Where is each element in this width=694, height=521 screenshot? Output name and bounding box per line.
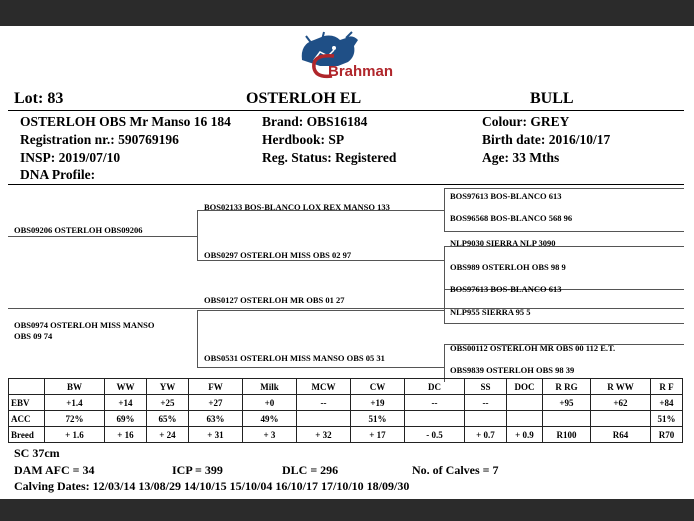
ebv-table bbox=[8, 378, 683, 443]
ebv-cell: 63% bbox=[189, 411, 243, 427]
ebv-cell: -- bbox=[465, 395, 507, 411]
registration-status: Reg. Status: Registered bbox=[262, 150, 397, 165]
ebv-cell: Breed bbox=[9, 427, 45, 443]
ebv-cell: EBV bbox=[9, 395, 45, 411]
brand: Brand: OBS16184 bbox=[262, 114, 368, 129]
registration-number: Registration nr.: 590769196 bbox=[20, 132, 179, 147]
dam-dam-dam: OBS9839 OSTERLOH OBS 98 39 bbox=[450, 365, 575, 375]
ebv-row bbox=[9, 395, 683, 411]
inspection-date: INSP: 2019/07/10 bbox=[20, 150, 121, 165]
ebv-cell: +27 bbox=[189, 395, 243, 411]
ebv-cell: +62 bbox=[591, 395, 651, 411]
pedigree-sheet bbox=[0, 26, 694, 499]
header-divider bbox=[8, 110, 684, 111]
ebv-cell bbox=[465, 411, 507, 427]
dna-profile: DNA Profile: bbox=[20, 167, 96, 182]
ebv-cell: - 0.5 bbox=[405, 427, 465, 443]
ebv-header-cell bbox=[9, 379, 45, 395]
ebv-cell bbox=[297, 411, 351, 427]
ebv-cell: + 1.6 bbox=[45, 427, 105, 443]
ebv-cell: -- bbox=[405, 395, 465, 411]
brahman-logo bbox=[292, 30, 398, 82]
ebv-cell: ACC bbox=[9, 411, 45, 427]
ebv-cell: + 24 bbox=[147, 427, 189, 443]
dam-line-1: OBS0974 OSTERLOH MISS MANSO bbox=[14, 320, 155, 330]
ebv-header-cell: Milk bbox=[243, 379, 297, 395]
info-divider bbox=[8, 184, 684, 185]
ebv-cell: R64 bbox=[591, 427, 651, 443]
number-of-calves: No. of Calves = 7 bbox=[412, 463, 499, 477]
dam-sire-dam: NLP955 SIERRA 95 5 bbox=[450, 307, 531, 317]
sire-dam-dam: OBS989 OSTERLOH OBS 98 9 bbox=[450, 262, 566, 272]
ebv-cell: + 17 bbox=[351, 427, 405, 443]
logo-text: Brahman bbox=[328, 63, 394, 80]
ebv-header-cell: FW bbox=[189, 379, 243, 395]
ebv-cell: 72% bbox=[45, 411, 105, 427]
animal-name: OSTERLOH OBS Mr Manso 16 184 bbox=[20, 114, 231, 129]
ebv-header-cell: YW bbox=[147, 379, 189, 395]
ebv-cell: + 31 bbox=[189, 427, 243, 443]
ebv-cell bbox=[543, 411, 591, 427]
ebv-cell: +84 bbox=[651, 395, 683, 411]
ebv-cell bbox=[507, 411, 543, 427]
ebv-header-cell: MCW bbox=[297, 379, 351, 395]
ebv-cell: +1.4 bbox=[45, 395, 105, 411]
lot-number: Lot: 83 bbox=[14, 90, 64, 107]
sire-dam: OBS0297 OSTERLOH MISS OBS 02 97 bbox=[204, 250, 352, 260]
ebv-cell: 51% bbox=[351, 411, 405, 427]
ebv-header-row bbox=[9, 379, 683, 395]
dam-line-2: OBS 09 74 bbox=[14, 331, 53, 341]
age: Age: 33 Mths bbox=[482, 150, 560, 165]
ebv-row bbox=[9, 411, 683, 427]
ebv-cell: + 16 bbox=[105, 427, 147, 443]
ebv-row bbox=[9, 427, 683, 443]
animal-sex: BULL bbox=[530, 90, 574, 107]
dam-afc: DAM AFC = 34 bbox=[14, 463, 95, 477]
ebv-cell: +95 bbox=[543, 395, 591, 411]
ebv-header-cell: BW bbox=[45, 379, 105, 395]
herd-name: OSTERLOH EL bbox=[246, 90, 362, 107]
ebv-header-cell: DOC bbox=[507, 379, 543, 395]
ebv-cell: 51% bbox=[651, 411, 683, 427]
ebv-cell: R70 bbox=[651, 427, 683, 443]
sire: OBS09206 OSTERLOH OBS09206 bbox=[14, 225, 143, 235]
ebv-cell bbox=[507, 395, 543, 411]
ebv-header-cell: CW bbox=[351, 379, 405, 395]
ebv-header-cell: DC bbox=[405, 379, 465, 395]
icp: ICP = 399 bbox=[172, 463, 223, 477]
dlc: DLC = 296 bbox=[282, 463, 339, 477]
sire-dam-sire: NLP9030 SIERRA NLP 3090 bbox=[450, 238, 556, 248]
ebv-header-cell: R F bbox=[651, 379, 683, 395]
sire-sire-dam: BOS96568 BOS-BLANCO 568 96 bbox=[450, 213, 573, 223]
ebv-cell: 65% bbox=[147, 411, 189, 427]
ebv-cell: 49% bbox=[243, 411, 297, 427]
ebv-header-cell: WW bbox=[105, 379, 147, 395]
ebv-header-cell: SS bbox=[465, 379, 507, 395]
dam-dam-sire: OBS00112 OSTERLOH MR OBS 00 112 E.T. bbox=[450, 343, 616, 353]
scrotal-circumference: SC 37cm bbox=[14, 446, 60, 460]
ebv-header-cell: R WW bbox=[591, 379, 651, 395]
ebv-cell: 69% bbox=[105, 411, 147, 427]
ebv-cell: +0 bbox=[243, 395, 297, 411]
dam-sire: OBS0127 OSTERLOH MR OBS 01 27 bbox=[204, 295, 345, 305]
herdbook: Herdbook: SP bbox=[262, 132, 345, 147]
ebv-cell: +25 bbox=[147, 395, 189, 411]
ebv-header-cell: R RG bbox=[543, 379, 591, 395]
ebv-cell: + 32 bbox=[297, 427, 351, 443]
ebv-cell bbox=[405, 411, 465, 427]
ebv-cell: -- bbox=[297, 395, 351, 411]
calving-dates: Calving Dates: 12/03/14 13/08/29 14/10/15 15/10/04 16/10/17 17/10/10 18/09/30 bbox=[14, 479, 410, 493]
ebv-cell: + 0.9 bbox=[507, 427, 543, 443]
birth-date: Birth date: 2016/10/17 bbox=[482, 132, 611, 147]
ebv-cell bbox=[591, 411, 651, 427]
dam-dam: OBS0531 OSTERLOH MISS MANSO OBS 05 31 bbox=[204, 353, 385, 363]
ebv-cell: R100 bbox=[543, 427, 591, 443]
ebv-cell: + 0.7 bbox=[465, 427, 507, 443]
sire-sire-sire: BOS97613 BOS-BLANCO 613 bbox=[450, 191, 562, 201]
ebv-cell: +19 bbox=[351, 395, 405, 411]
ebv-cell: +14 bbox=[105, 395, 147, 411]
sire-sire: BOS02133 BOS-BLANCO LOX REX MANSO 133 bbox=[204, 202, 390, 212]
colour: Colour: GREY bbox=[482, 114, 570, 129]
dam-sire-sire: BOS97613 BOS-BLANCO 613 bbox=[450, 284, 562, 294]
ebv-cell: + 3 bbox=[243, 427, 297, 443]
